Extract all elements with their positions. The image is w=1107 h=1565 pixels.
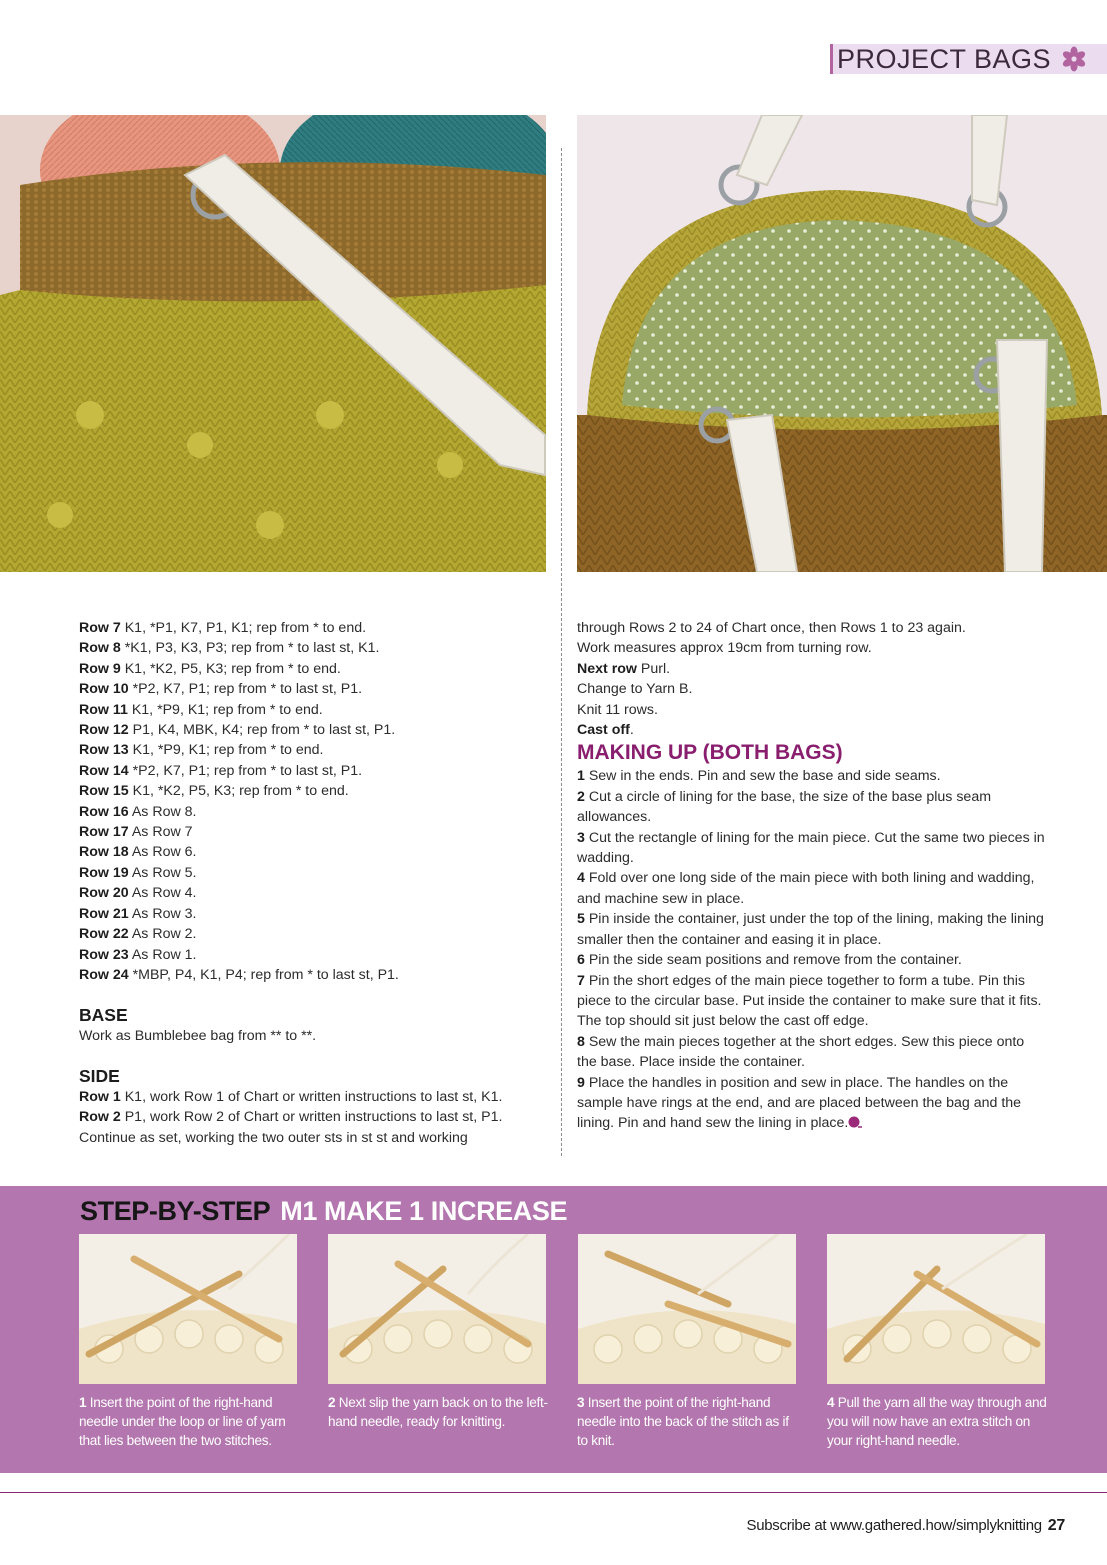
next-row: Next row Purl. <box>577 660 671 677</box>
making-step: 1 Sew in the ends. Pin and sew the base and side seams. <box>577 768 941 785</box>
pattern-rows <box>79 618 549 985</box>
page-footer <box>747 1517 1066 1535</box>
knit-rows-text: Knit 11 rows. <box>577 701 658 718</box>
pattern-row: Row 19 As Row 5. <box>79 864 197 881</box>
pattern-row: Row 10 *P2, K7, P1; rep from * to last st, P1. <box>79 681 363 698</box>
pattern-row: Row 18 As Row 6. <box>79 844 197 861</box>
pattern-row: Row 14 *P2, K7, P1; rep from * to last st, P1. <box>79 762 363 779</box>
side-continue-text: Continue as set, working the two outer sts in st st and working <box>79 1129 468 1146</box>
pattern-row: Row 2 P1, work Row 2 of Chart or written instructions to last st, P1. <box>79 1109 503 1126</box>
pattern-row: Row 17 As Row 7 <box>79 824 193 841</box>
flower-icon <box>1061 46 1087 72</box>
making-step: 6 Pin the side seam positions and remove from the container. <box>577 952 962 969</box>
making-step: 2 Cut a circle of lining for the base, the size of the base plus seam allowances. <box>577 788 992 826</box>
section-title: PROJECT BAGS <box>837 43 1052 74</box>
step-caption-1: 1 Insert the point of the right-hand needle under the loop or line of yarn that lies between the two stitches. <box>79 1395 286 1448</box>
pattern-row: Row 16 As Row 8. <box>79 803 197 820</box>
pattern-row: Row 21 As Row 3. <box>79 905 197 922</box>
pattern-row: Row 7 K1, *P1, K7, P1, K1; rep from * to end. <box>79 620 367 636</box>
making-step: 5 Pin inside the container, just under the top of the lining, making the lining smaller then the container and easing it in place. <box>577 911 1044 948</box>
pattern-row: Row 8 *K1, P3, K3, P3; rep from * to last st, K1. <box>79 640 380 657</box>
making-step: 4 Fold over one long side of the main piece with both lining and wadding, and machine sew in place. <box>577 870 1035 907</box>
making-step: 7 Pin the short edges of the main piece together to form a tube. Pin this piece to the circular base. Put inside the container to make sure that it fits. The top should sit just below the cast off edge. <box>577 972 1042 1030</box>
side-heading: SIDE <box>79 1065 120 1086</box>
step-photo-2 <box>328 1234 546 1384</box>
making-step: 3 Cut the rectangle of lining for the main piece. Cut the same two pieces in wadding. <box>577 829 1045 867</box>
pattern-row: Row 13 K1, *P9, K1; rep from * to end. <box>79 742 324 759</box>
making-up-heading: MAKING UP (BOTH BAGS) <box>577 741 843 765</box>
knitted-bag-photo <box>0 115 546 572</box>
base-heading: BASE <box>79 1005 128 1026</box>
step-photo-3 <box>578 1234 796 1384</box>
making-step: 8 Sew the main pieces together at the short edges. Sew this piece onto the base. Place inside the container. <box>577 1033 1025 1071</box>
step-by-step-panel <box>0 1186 1107 1473</box>
end-mark-icon <box>848 1115 862 1129</box>
step-caption-2: 2 Next slip the yarn back on to the left-hand needle, ready for knitting. <box>328 1395 548 1429</box>
pattern-row: Row 1 K1, work Row 1 of Chart or written instructions to last st, K1. <box>79 1088 503 1105</box>
left-column <box>79 618 549 1148</box>
pattern-row: Row 11 K1, *P9, K1; rep from * to end. <box>79 701 323 718</box>
pattern-row: Row 22 As Row 2. <box>79 926 197 943</box>
base-text: Work as Bumblebee bag from ** to **. <box>79 1028 317 1045</box>
pattern-row: Row 24 *MBP, P4, K1, P4; rep from * to last st, P1. <box>79 966 399 983</box>
making-step: 9 Place the handles in position and sew in place. The handles on the sample have rings at the end, and are placed between the bag and the lining. Pin and hand sew the lining in place. <box>577 1074 1022 1132</box>
step-caption-4: 4 Pull the yarn all the way through and you will now have an extra stitch on your right-hand needle. <box>827 1395 1047 1448</box>
pattern-row: Row 20 As Row 4. <box>79 885 197 902</box>
pattern-row: Row 15 K1, *K2, P5, K3; rep from * to end. <box>79 783 349 800</box>
right-column <box>577 618 1047 1134</box>
section-header <box>830 44 1107 74</box>
step-photo-4 <box>827 1234 1045 1384</box>
footer-rule <box>0 1492 1107 1493</box>
measure-text: Work measures approx 19cm from turning row. <box>577 640 872 657</box>
pattern-row: Row 12 P1, K4, MBK, K4; rep from * to last st, P1. <box>79 722 396 739</box>
pattern-row: Row 9 K1, *K2, P5, K3; rep from * to end. <box>79 660 341 677</box>
continued-text: through Rows 2 to 24 of Chart once, then Rows 1 to 23 again. <box>577 620 966 636</box>
cast-off-text: Cast off. <box>577 722 634 739</box>
column-divider <box>561 148 562 1156</box>
step-by-step-title: STEP-BY-STEP M1 MAKE 1 INCREASE <box>80 1196 568 1226</box>
subscribe-link[interactable]: Subscribe at www.gathered.how/simplyknitting <box>746 1517 1042 1534</box>
pattern-row: Row 23 As Row 1. <box>79 946 197 963</box>
lined-bag-photo <box>577 115 1107 572</box>
step-caption-3: 3 Insert the point of the right-hand needle into the back of the stitch as if to knit. <box>577 1395 789 1448</box>
change-yarn-text: Change to Yarn B. <box>577 681 693 698</box>
page-number: 27 <box>1047 1517 1065 1534</box>
step-photo-1 <box>79 1234 297 1384</box>
